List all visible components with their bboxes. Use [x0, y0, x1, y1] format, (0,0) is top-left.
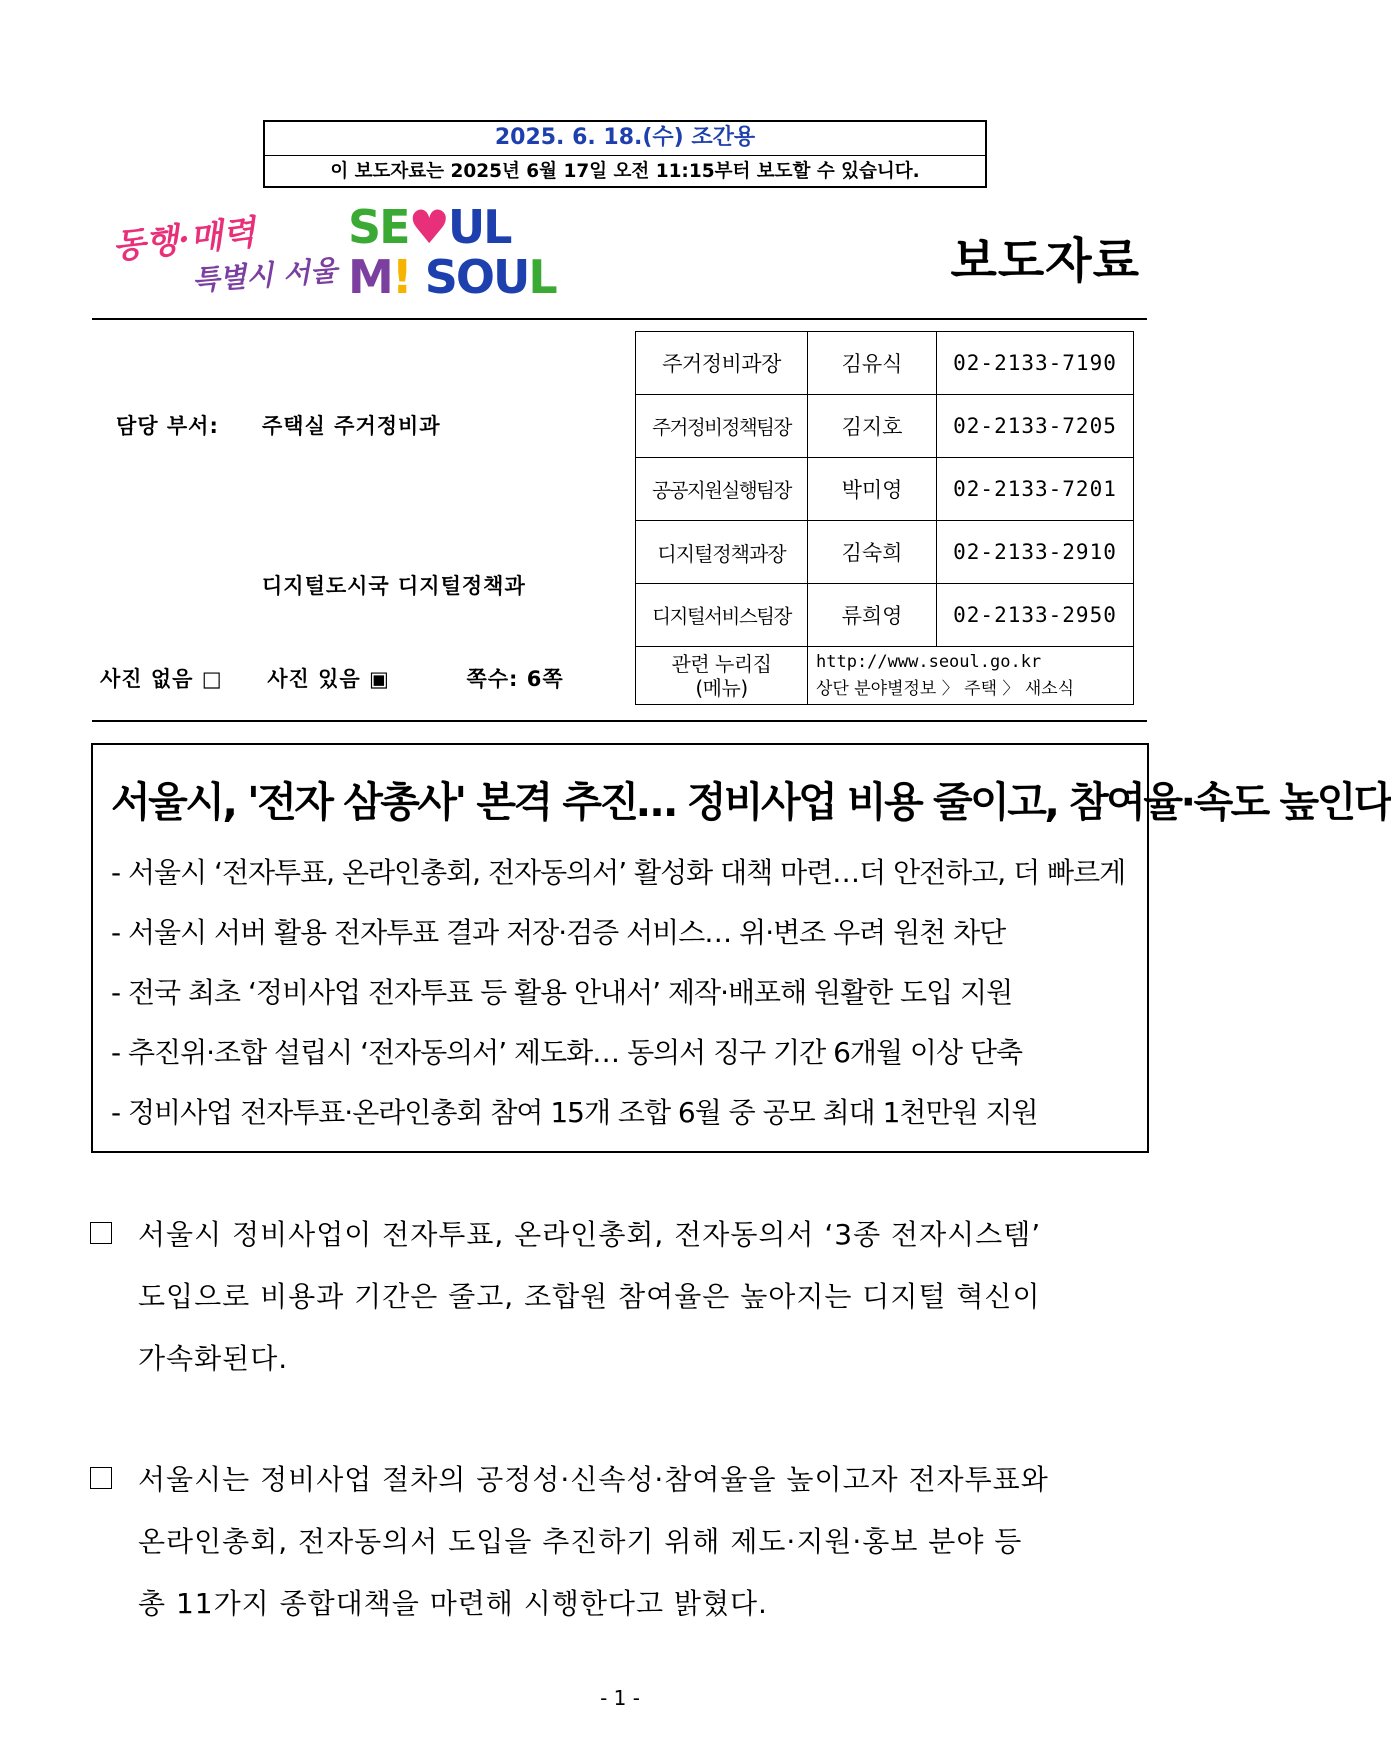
- subhead: - 서울시 서버 활용 전자투표 결과 저장·검증 서비스… 위·변조 우려 원천 차단: [111, 916, 1006, 949]
- contact-table: [635, 331, 1134, 705]
- page-number: - 1 -: [600, 1686, 640, 1710]
- subhead: - 추진위·조합 설립시 ‘전자동의서’ 제도화… 동의서 징구 기간 6개월 이상 단축: [111, 1036, 1023, 1069]
- contact-phone: 02-2133-7201: [937, 458, 1134, 521]
- checkbox-bullet-icon: [90, 1222, 112, 1244]
- contact-phone: 02-2133-7190: [937, 332, 1134, 395]
- website-info: [808, 647, 1134, 705]
- contact-row: [636, 395, 1134, 458]
- website-row: [636, 647, 1134, 705]
- logo-seoul-line2: M! SOUL: [348, 250, 556, 304]
- contact-title: 디지털정책과장: [636, 521, 808, 584]
- photo-info: [100, 663, 564, 693]
- dept-2: 디지털도시국 디지털정책과: [262, 574, 526, 598]
- embargo-date: 2025. 6. 18.(수) 조간용: [265, 122, 985, 156]
- seoul-my-soul-logo: [348, 200, 556, 304]
- no-photo-label: 사진 없음 □: [100, 667, 223, 691]
- contact-phone: 02-2133-2950: [937, 584, 1134, 647]
- embargo-notice: 이 보도자료는 2025년 6월 17일 오전 11:15부터 보도할 수 있습니다.: [330, 161, 920, 182]
- contact-title: 디지털서비스팀장: [636, 584, 808, 647]
- logo-seoul-line1: SE♥UL: [348, 200, 511, 254]
- headline-box: [91, 743, 1391, 1153]
- contact-row: [636, 584, 1134, 647]
- paragraph-line: 도입으로 비용과 기간은 줄고, 조합원 참여율은 높아지는 디지털 혁신이: [138, 1280, 1041, 1313]
- website-menu-path: 상단 분야별정보 〉 주택 〉 새소식: [816, 678, 1075, 699]
- page-count: 쪽수: 6쪽: [466, 667, 564, 691]
- logo-left-line1: 동행·매력: [110, 212, 258, 268]
- website-label: [636, 647, 808, 705]
- has-photo-label: 사진 있음 ▣: [267, 667, 390, 691]
- embargo-box: [263, 120, 987, 188]
- subhead: - 전국 최초 ‘정비사업 전자투표 등 활용 안내서’ 제작·배포해 원활한 도입 지원: [111, 976, 1013, 1009]
- subhead: - 서울시 ‘전자투표, 온라인총회, 전자동의서’ 활성화 대책 마련…더 안전하고, 더 빠르게: [111, 856, 1126, 889]
- divider-top: [92, 318, 1147, 320]
- paragraph-line: 가속화된다.: [138, 1342, 289, 1375]
- contact-row: [636, 521, 1134, 584]
- divider-middle: [92, 720, 1147, 722]
- website-label-line2: (메뉴): [695, 675, 748, 700]
- paragraph-line: 서울시 정비사업이 전자투표, 온라인총회, 전자동의서 ‘3종 전자시스템’: [138, 1218, 1042, 1251]
- contact-name: 박미영: [808, 458, 937, 521]
- contact-row: [636, 332, 1134, 395]
- contact-name: 김유식: [808, 332, 937, 395]
- contact-phone: 02-2133-7205: [937, 395, 1134, 458]
- paragraph-line: 서울시는 정비사업 절차의 공정성·신속성·참여율을 높이고자 전자투표와: [138, 1463, 1049, 1496]
- dept-label: 담당 부서:: [116, 414, 219, 438]
- dongheng-logo: [108, 212, 339, 302]
- press-release-title: 보도자료: [950, 233, 1140, 289]
- contact-phone: 02-2133-2910: [937, 521, 1134, 584]
- contact-name: 김숙희: [808, 521, 937, 584]
- logo-left-line2: 특별시 서울: [191, 253, 339, 298]
- paragraph-line: 총 11가지 종합대책을 마련해 시행한다고 밝혔다.: [138, 1587, 768, 1620]
- contact-row: [636, 458, 1134, 521]
- contact-name: 김지호: [808, 395, 937, 458]
- website-label-line1: 관련 누리집: [671, 651, 772, 676]
- contact-name: 류희영: [808, 584, 937, 647]
- paragraph-line: 온라인총회, 전자동의서 도입을 추진하기 위해 제도·지원·홍보 분야 등: [138, 1525, 1023, 1558]
- dept-1: 주택실 주거정비과: [262, 414, 441, 438]
- checkbox-bullet-icon: [90, 1467, 112, 1489]
- subhead: - 정비사업 전자투표·온라인총회 참여 15개 조합 6월 중 공모 최대 1천만원 지원: [111, 1096, 1038, 1129]
- contact-title: 공공지원실행팀장: [636, 458, 808, 521]
- website-url[interactable]: http://www.seoul.go.kr: [816, 651, 1042, 672]
- contact-title: 주거정비과장: [636, 332, 808, 395]
- contact-title: 주거정비정책팀장: [636, 395, 808, 458]
- headline: 서울시, '전자 삼총사' 본격 추진… 정비사업 비용 줄이고, 참여율·속도 높인다: [111, 778, 1391, 826]
